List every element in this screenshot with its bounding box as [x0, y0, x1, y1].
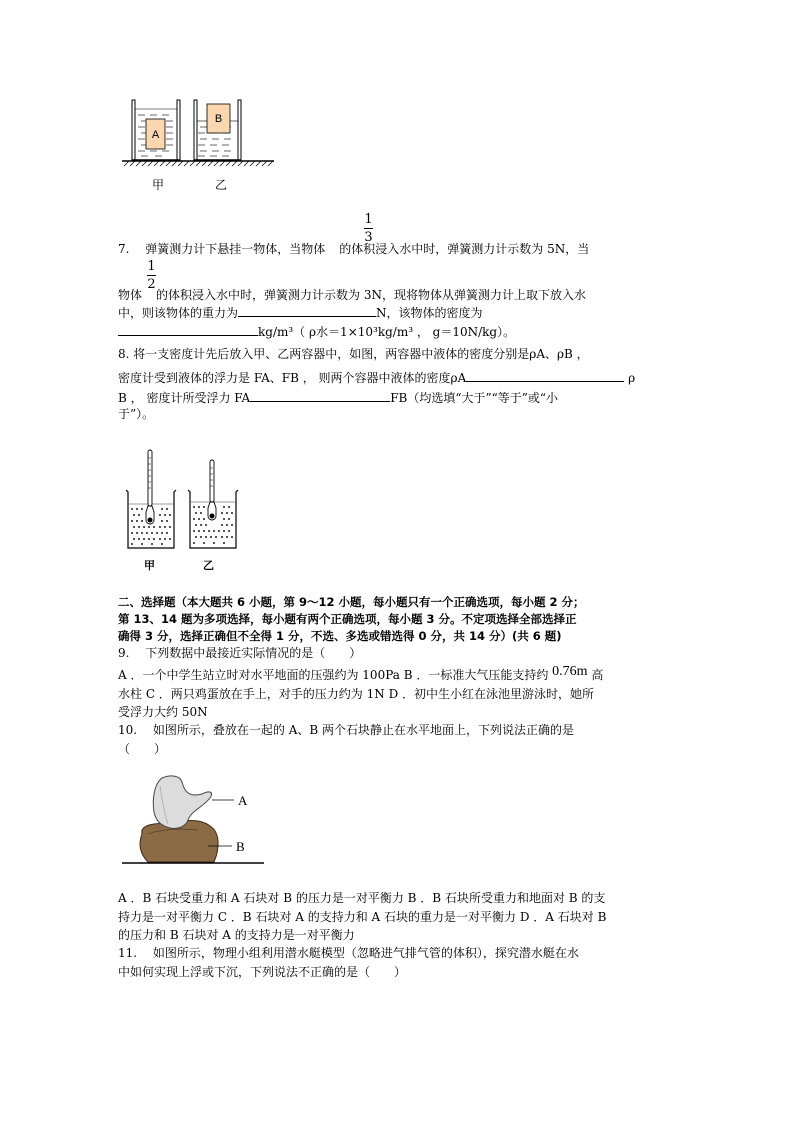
figure2-caption-right: 乙: [203, 559, 214, 572]
q9-value-076m: 0.76m: [552, 664, 588, 679]
fraction-one-half: 1 2: [147, 259, 156, 292]
q9-options-line-3: 受浮力大约 50N: [118, 705, 208, 719]
q7-line-1: 7. 弹簧测力计下悬挂一物体，当物体 的体积浸入水中时，弹簧测力计示数为 5N，当: [118, 242, 590, 256]
block-a-label: A: [151, 129, 160, 141]
q8-line-1: 8. 将一支密度计先后放入甲、乙两容器中，如图，两容器中液体的密度分别是ρA、ρB ，: [118, 347, 589, 361]
figure-containers: [118, 95, 278, 195]
q8-line-4: 于”）。: [118, 407, 155, 421]
figure-caption-left: 甲: [152, 178, 165, 192]
q10-options-line-1: A ．B 石块受重力和 A 石块对 B 的压力是一对平衡力 B ．B 石块所受重力和地面对 B 的支: [118, 891, 606, 905]
q9-options-line-2: 水柱 C ．两只鸡蛋放在手上，对手的压力约为 1N D ．初中生小红在泳池里游泳时，她所: [118, 687, 595, 701]
q10-stem-2: （ ）: [118, 742, 167, 756]
figure-caption-right: 乙: [215, 178, 228, 192]
q7-line-3: 中，则该物体的重力为 N，该物体的密度为: [118, 306, 483, 320]
answer-blank-density[interactable]: [118, 323, 258, 336]
q7-line-4: kg/m³（ ρ水＝1×10³kg/m³ ， g＝10N/kg）。: [118, 323, 515, 340]
block-b-label: B: [214, 113, 223, 125]
q10-stem: 10. 如图所示，叠放在一起的 A、B 两个石块静止在水平地面上，下列说法正确的是: [118, 723, 575, 737]
q10-options-line-2: 持力是一对平衡力 C ．B 石块对 A 的支持力和 A 石块的重力是一对平衡力 D ．A 石块对 B: [118, 910, 607, 924]
q8-line-2: 密度计受到液体的浮力是 FA、FB ， 则两个容器中液体的密度ρA ρ: [118, 371, 636, 385]
answer-blank-buoyancy[interactable]: [250, 389, 390, 402]
figure-hydrometers: [118, 446, 248, 556]
q11-line-2: 中如何实现上浮或下沉，下列说法不正确的是（ ）: [118, 965, 407, 979]
stone-b-label: B: [236, 839, 245, 854]
q11-line-1: 11. 如图所示，物理小组利用潜水艇模型（忽略进气排气管的体积），探究潜水艇在水: [118, 946, 579, 960]
figure2-caption-left: 甲: [144, 559, 155, 572]
q9-stem: 9. 下列数据中最接近实际情况的是（ ）: [118, 646, 362, 660]
section2-header-line-2: 第 13、14 题为多项选择，每小题有两个正确选项，每小题 3 分。不定项选择全部选择正: [118, 612, 577, 626]
q9-options-line-1: A ．一个中学生站立时对水平地面的压强约为 100Pa B ．一标准大气压能支持约 0.76m 高: [118, 664, 604, 682]
answer-blank-weight[interactable]: [238, 304, 376, 317]
q10-options-line-3: 的压力和 B 石块对 A 的支持力是一对平衡力: [118, 928, 355, 942]
stone-a-label: A: [238, 793, 248, 808]
answer-blank-liquid-density[interactable]: [466, 369, 624, 382]
section2-header-line-3: 确得 3 分，选择正确但不全得 1 分，不选、多选或错选得 0 分，共 14 分）(共 6 题): [118, 629, 562, 643]
figure-stones: [118, 768, 278, 872]
q8-line-3: B ， 密度计所受浮力 FA FB（均选填“大于”“等于”或“小: [118, 391, 559, 405]
section2-header-line-1: 二、选择题（本大题共 6 小题，第 9～12 小题，每小题只有一个正确选项，每小题 2 分；: [118, 595, 585, 609]
fraction-one-third: 1 3: [364, 212, 373, 245]
q7-line-2: 物体 的体积浸入水中时，弹簧测力计示数为 3N，现将物体从弹簧测力计上取下放入水: [118, 288, 586, 302]
